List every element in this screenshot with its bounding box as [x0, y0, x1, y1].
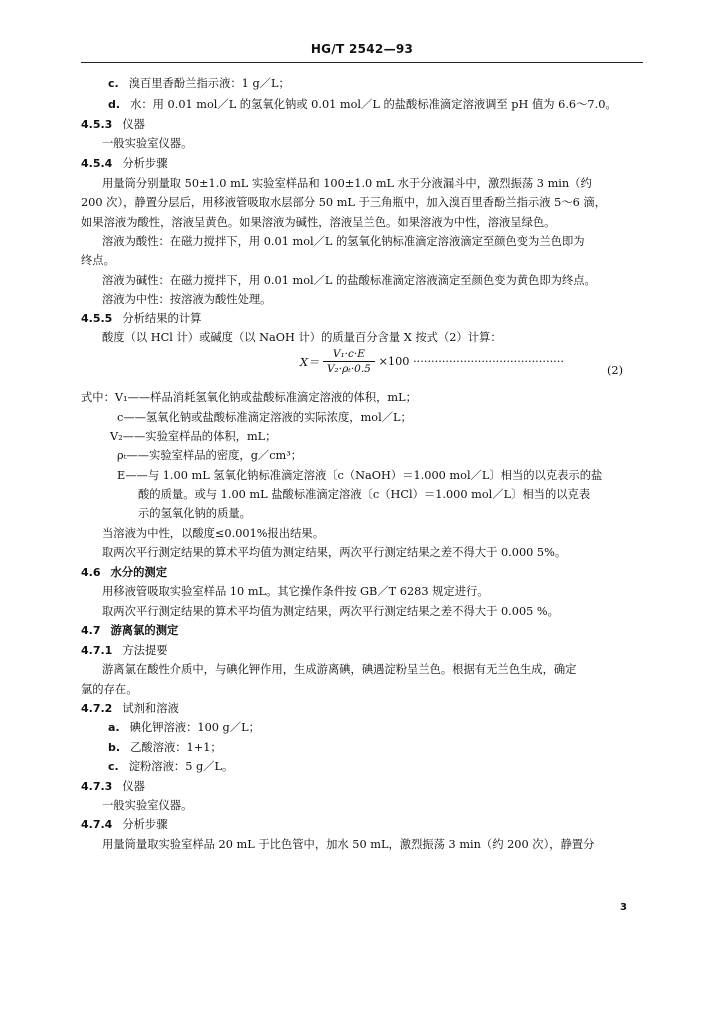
- paragraph-line: 一般实验室仪器。: [102, 799, 193, 812]
- section-heading: 4.7 游离氯的测定: [81, 624, 179, 637]
- formula-fraction: [323, 348, 375, 375]
- paragraph-line: 200 次），静置分层后，用移液管吸取水层部分 50 mL 于三角瓶中，加入溴百里香酚兰指示液 5～6 滴，: [81, 196, 607, 209]
- definition-line: 酸的质量。或与 1.00 mL 盐酸标准滴定溶液〔c（HCl）＝1.000 mol／L〕相当的以克表: [138, 488, 591, 501]
- section-heading: 4.5.5 分析结果的计算: [81, 312, 202, 325]
- list-item-c: c. 淀粉溶液：5 g／L。: [108, 760, 234, 773]
- list-item-a: a. 碘化钾溶液：100 g／L；: [108, 721, 260, 734]
- paragraph-line: 溶液为碱性：在磁力搅拌下，用 0.01 mol／L 的盐酸标准滴定溶液滴定至颜色变为黄色即为终点。: [102, 274, 596, 287]
- paragraph-line: 取两次平行测定结果的算术平均值为测定结果，两次平行测定结果之差不得大于 0.000 5%。: [102, 546, 567, 559]
- definition-line: V₂——实验室样品的体积，mL；: [110, 430, 277, 443]
- section-heading: 4.6 水分的测定: [81, 566, 167, 579]
- paragraph-line: 酸度（以 HCl 计）或碱度（以 NaOH 计）的质量百分含量 X 按式（2）计算：: [102, 331, 502, 344]
- section-heading: 4.7.1 方法提要: [81, 644, 168, 657]
- definition-line: E——与 1.00 mL 氢氧化钠标准滴定溶液〔c（NaOH）＝1.000 mol／L〕相当的以克表示的盐: [117, 469, 603, 482]
- paragraph-line: 用移液管吸取实验室样品 10 mL。其它操作条件按 GB／T 6283 规定进行。: [102, 585, 489, 598]
- paragraph-line: 溶液为中性：按溶液为酸性处理。: [102, 293, 272, 306]
- formula-leader: ··········································: [413, 355, 564, 368]
- paragraph-line: 用量筒量取实验室样品 20 mL 于比色管中，加水 50 mL，激烈振荡 3 min（约 200 次），静置分: [102, 838, 595, 851]
- list-item-d: d. 水：用 0.01 mol／L 的氢氧化钠或 0.01 mol／L 的盐酸标准滴定溶液调至 pH 值为 6.6～7.0。: [108, 98, 617, 111]
- definition-line: 示的氢氧化钠的质量。: [138, 507, 251, 520]
- formula-numerator: V₁·c·E: [323, 348, 375, 362]
- list-item-c: c. 溴百里香酚兰指示液：1 g／L；: [108, 77, 290, 90]
- paragraph-line: 游离氯在酸性介质中，与碘化钾作用，生成游离碘，碘遇淀粉呈兰色。根据有无兰色生成，确定: [102, 663, 577, 676]
- definition-line: c——氢氧化钠或盐酸标准滴定溶液的实际浓度，mol／L；: [117, 411, 412, 424]
- paragraph-line: 当溶液为中性，以酸度≤0.001%报出结果。: [102, 527, 324, 540]
- formula-number: (2): [607, 364, 624, 377]
- page-number: 3: [620, 902, 627, 913]
- formula-rest: ×100: [378, 355, 410, 368]
- formula-lhs: X＝: [300, 355, 320, 369]
- paragraph-line: 取两次平行测定结果的算术平均值为测定结果，两次平行测定结果之差不得大于 0.005 %。: [102, 605, 559, 618]
- formula-denominator: V₂·ρₜ·0.5: [326, 363, 371, 375]
- page-header: HG/T 2542—93: [310, 42, 414, 56]
- section-heading: 4.5.4 分析步骤: [81, 157, 168, 170]
- header-rule: [81, 62, 643, 63]
- paragraph-line: 一般实验室仪器。: [102, 137, 193, 150]
- paragraph-line: 溶液为酸性：在磁力搅拌下，用 0.01 mol／L 的氢氧化钠标准滴定溶液滴定至颜色变为兰色即为: [102, 235, 585, 248]
- section-heading: 4.7.3 仪器: [81, 780, 145, 793]
- paragraph-line: 如果溶液为酸性，溶液呈黄色。如果溶液为碱性，溶液呈兰色。如果溶液为中性，溶液呈绿色。: [81, 216, 556, 229]
- definition-line: ρₜ——实验室样品的密度，g／cm³；: [117, 449, 303, 462]
- list-item-b: b. 乙酸溶液：1+1；: [108, 741, 222, 754]
- section-heading: 4.7.2 试剂和溶液: [81, 702, 179, 715]
- paragraph-line: 终点。: [81, 254, 115, 267]
- paragraph-line: 氯的存在。: [81, 683, 138, 696]
- section-heading: 4.7.4 分析步骤: [81, 818, 168, 831]
- section-heading: 4.5.3 仪器: [81, 118, 145, 131]
- definition-line: 式中：V₁——样品消耗氢氧化钠或盐酸标准滴定溶液的体积，mL；: [81, 391, 417, 404]
- paragraph-line: 用量筒分别量取 50±1.0 mL 实验室样品和 100±1.0 mL 水于分液漏斗中，激烈振荡 3 min（约: [102, 177, 592, 190]
